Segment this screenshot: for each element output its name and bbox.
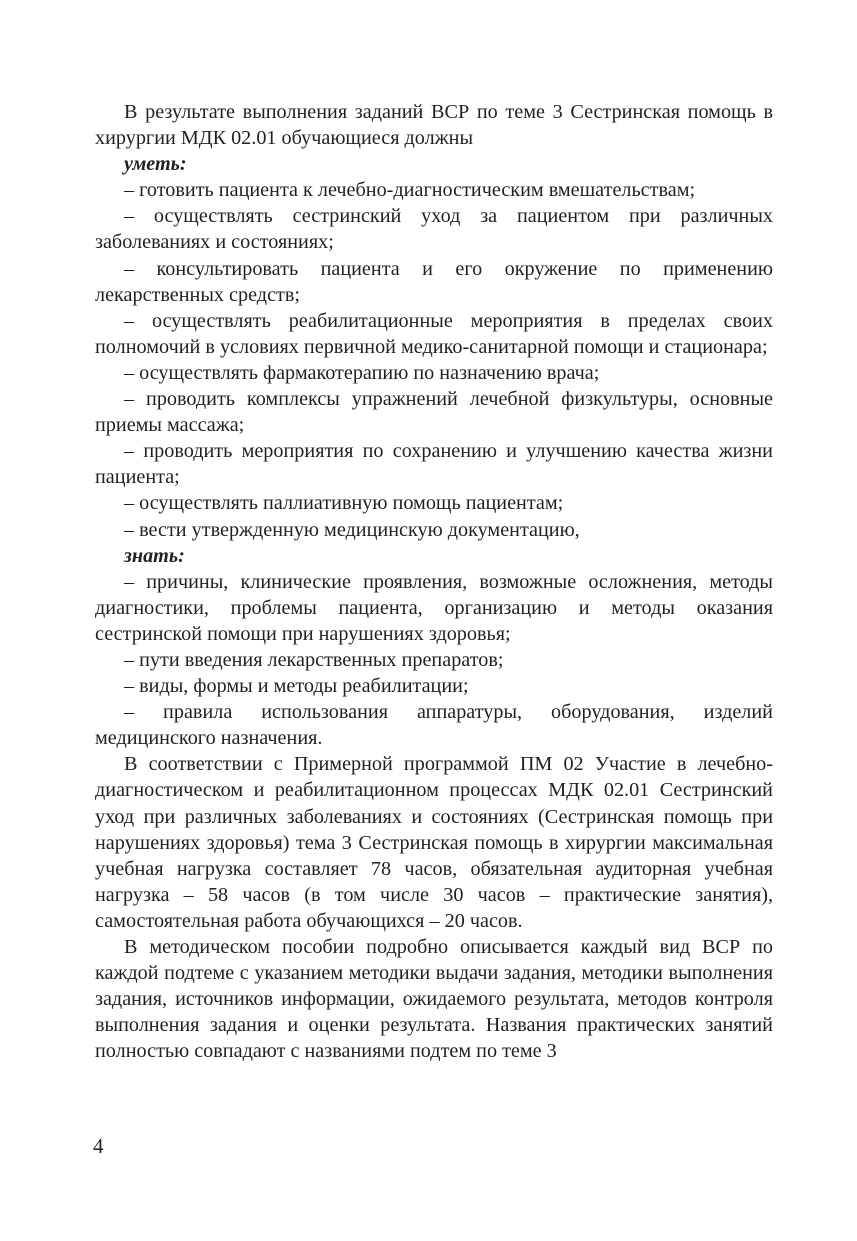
body-text — [95, 99, 773, 1064]
list-item: – осуществлять паллиативную помощь пациентам; — [124, 492, 564, 515]
program-paragraph: В соответствии с Примерной программой ПМ 02 Участие в лечебно-диагностическом и реабилитационном процессах МДК 02.01 Сестринский уход при различных заболеваниях и состояниях (Сестринская помощь при нарушениях здоровья) тема 3 Сестринская помощь в хирургии максимальная учебная нагрузка составляет 78 часов, обязательная аудиторная учебная нагрузка – 58 часов (в том числе 30 часов – практические занятия), самостоятельная работа обучающихся – 20 часов. — [95, 753, 773, 932]
list-item: – осуществлять фармакотерапию по назначению врача; — [124, 361, 600, 384]
intro-paragraph: В результате выполнения заданий ВСР по теме 3 Сестринская помощь в хирургии МДК 02.01 обучающиеся должны — [95, 101, 773, 150]
list-item: – правила использования аппаратуры, оборудования, изделий медицинского назначения. — [95, 701, 773, 750]
method-paragraph: В методическом пособии подробно описывается каждый вид ВСР по каждой подтеме с указанием методики выдачи задания, методики выполнения задания, источников информации, ожидаемого результата, методов контроля выполнения задания и оценки результата. Названия практических занятий полностью совпадают с названиями подтем по теме 3 — [95, 936, 773, 1063]
list-item: – виды, формы и методы реабилитации; — [124, 675, 469, 698]
section-heading-knowledge: знать: — [124, 544, 185, 567]
section-heading-skills: уметь: — [124, 153, 187, 176]
list-item: – готовить пациента к лечебно-диагностическим вмешательствам; — [124, 179, 696, 202]
list-item: – консультировать пациента и его окружение по применению лекарственных средств; — [95, 257, 773, 306]
list-item: – осуществлять реабилитационные мероприятия в пределах своих полномочий в условиях первичной медико-санитарной помощи и стационара; — [95, 309, 773, 358]
list-item: – проводить комплексы упражнений лечебной физкультуры, основные приемы массажа; — [95, 388, 773, 437]
list-item: – причины, клинические проявления, возможные осложнения, методы диагностики, проблемы пациента, организацию и методы оказания сестринской помощи при нарушениях здоровья; — [95, 570, 773, 645]
list-item: – осуществлять сестринский уход за пациентом при различных заболеваниях и состояниях; — [95, 205, 773, 254]
list-item: – вести утвержденную медицинскую документацию, — [124, 518, 580, 541]
list-item: – проводить мероприятия по сохранению и улучшению качества жизни пациента; — [95, 440, 773, 489]
page-number: 4 — [93, 1134, 104, 1158]
list-item: – пути введения лекарственных препаратов; — [124, 648, 504, 671]
